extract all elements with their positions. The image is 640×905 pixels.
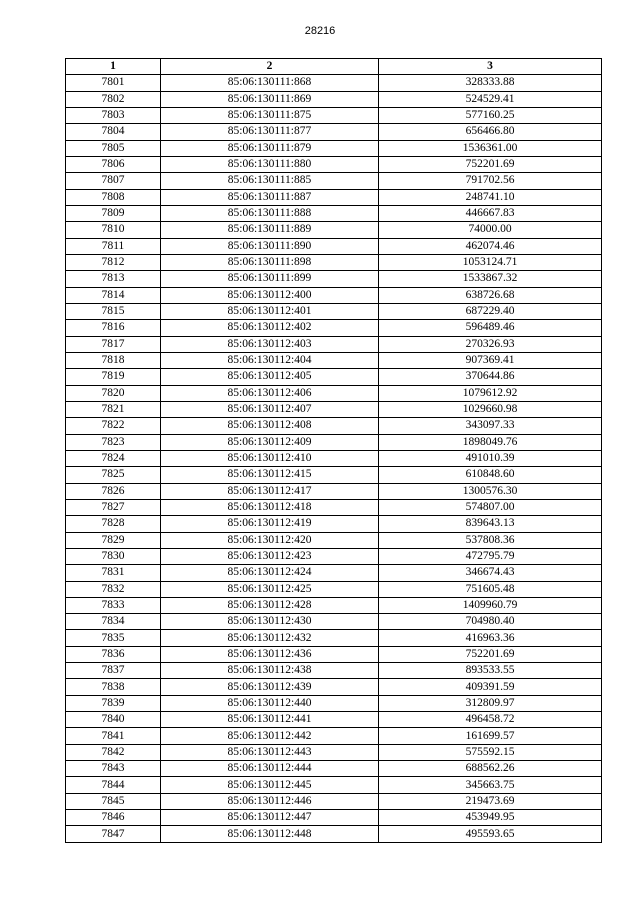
table-row: [66, 303, 602, 319]
row-number-cell: 7826: [66, 483, 161, 499]
value-cell: 537808.36: [379, 532, 602, 548]
value-cell: 1079612.92: [379, 385, 602, 401]
row-number-cell: 7806: [66, 156, 161, 172]
value-cell: 345663.75: [379, 777, 602, 793]
row-number-cell: 7828: [66, 516, 161, 532]
cadastral-number-cell: 85:06:130112:417: [161, 483, 379, 499]
table-row: [66, 565, 602, 581]
row-number-cell: 7835: [66, 630, 161, 646]
cadastral-number-cell: 85:06:130111:898: [161, 254, 379, 270]
cadastral-number-cell: 85:06:130111:875: [161, 107, 379, 123]
table-row: [66, 450, 602, 466]
table-row: [66, 728, 602, 744]
value-cell: 752201.69: [379, 646, 602, 662]
value-cell: 491010.39: [379, 450, 602, 466]
value-cell: 610848.60: [379, 467, 602, 483]
cadastral-number-cell: 85:06:130112:419: [161, 516, 379, 532]
row-number-cell: 7804: [66, 124, 161, 140]
value-cell: 893533.55: [379, 663, 602, 679]
table-row: [66, 646, 602, 662]
cadastral-number-cell: 85:06:130111:890: [161, 238, 379, 254]
row-number-cell: 7829: [66, 532, 161, 548]
cadastral-number-cell: 85:06:130112:404: [161, 352, 379, 368]
value-cell: 219473.69: [379, 793, 602, 809]
row-number-cell: 7818: [66, 352, 161, 368]
value-cell: 574807.00: [379, 499, 602, 515]
row-number-cell: 7819: [66, 369, 161, 385]
cadastral-number-cell: 85:06:130112:400: [161, 287, 379, 303]
value-cell: 1536361.00: [379, 140, 602, 156]
value-cell: 472795.79: [379, 548, 602, 564]
row-number-cell: 7827: [66, 499, 161, 515]
value-cell: 496458.72: [379, 712, 602, 728]
row-number-cell: 7840: [66, 712, 161, 728]
value-cell: 74000.00: [379, 222, 602, 238]
cadastral-number-cell: 85:06:130111:879: [161, 140, 379, 156]
row-number-cell: 7837: [66, 663, 161, 679]
table-row: [66, 483, 602, 499]
column-header-number: 1: [66, 59, 161, 75]
cadastral-number-cell: 85:06:130112:425: [161, 581, 379, 597]
row-number-cell: 7830: [66, 548, 161, 564]
cadastral-number-cell: 85:06:130111:889: [161, 222, 379, 238]
cadastral-number-cell: 85:06:130112:444: [161, 761, 379, 777]
cadastral-number-cell: 85:06:130112:445: [161, 777, 379, 793]
table-row: [66, 189, 602, 205]
table-row: [66, 352, 602, 368]
table-row: [66, 630, 602, 646]
page-number: 28216: [304, 25, 336, 37]
value-cell: 343097.33: [379, 418, 602, 434]
row-number-cell: 7823: [66, 434, 161, 450]
value-cell: 524529.41: [379, 91, 602, 107]
cadastral-number-cell: 85:06:130111:868: [161, 75, 379, 91]
table-row: [66, 369, 602, 385]
value-cell: 688562.26: [379, 761, 602, 777]
cadastral-number-cell: 85:06:130112:415: [161, 467, 379, 483]
cadastral-number-cell: 85:06:130112:446: [161, 793, 379, 809]
row-number-cell: 7841: [66, 728, 161, 744]
value-cell: 791702.56: [379, 173, 602, 189]
value-cell: 907369.41: [379, 352, 602, 368]
table-row: [66, 320, 602, 336]
value-cell: 495593.65: [379, 826, 602, 842]
row-number-cell: 7842: [66, 744, 161, 760]
cadastral-number-cell: 85:06:130112:443: [161, 744, 379, 760]
table-row: [66, 205, 602, 221]
value-cell: 638726.68: [379, 287, 602, 303]
cadastral-number-cell: 85:06:130112:401: [161, 303, 379, 319]
cadastral-number-cell: 85:06:130111:869: [161, 91, 379, 107]
row-number-cell: 7805: [66, 140, 161, 156]
row-number-cell: 7844: [66, 777, 161, 793]
value-cell: 752201.69: [379, 156, 602, 172]
row-number-cell: 7802: [66, 91, 161, 107]
row-number-cell: 7822: [66, 418, 161, 434]
table-row: [66, 91, 602, 107]
table-row: [66, 434, 602, 450]
table-row: [66, 336, 602, 352]
cadastral-number-cell: 85:06:130112:402: [161, 320, 379, 336]
row-number-cell: 7811: [66, 238, 161, 254]
value-cell: 687229.40: [379, 303, 602, 319]
cadastral-number-cell: 85:06:130112:403: [161, 336, 379, 352]
table-row: [66, 761, 602, 777]
column-header-cadastral-number: 2: [161, 59, 379, 75]
table-row: [66, 826, 602, 842]
value-cell: 462074.46: [379, 238, 602, 254]
row-number-cell: 7836: [66, 646, 161, 662]
value-cell: 346674.43: [379, 565, 602, 581]
row-number-cell: 7813: [66, 271, 161, 287]
row-number-cell: 7807: [66, 173, 161, 189]
cadastral-number-cell: 85:06:130111:888: [161, 205, 379, 221]
row-number-cell: 7816: [66, 320, 161, 336]
value-cell: 575592.15: [379, 744, 602, 760]
cadastral-number-cell: 85:06:130112:406: [161, 385, 379, 401]
value-cell: 1300576.30: [379, 483, 602, 499]
table-row: [66, 712, 602, 728]
value-cell: 161699.57: [379, 728, 602, 744]
cadastral-number-cell: 85:06:130112:448: [161, 826, 379, 842]
cadastral-number-cell: 85:06:130111:877: [161, 124, 379, 140]
value-cell: 596489.46: [379, 320, 602, 336]
cadastral-number-cell: 85:06:130112:407: [161, 401, 379, 417]
cadastral-number-cell: 85:06:130112:447: [161, 810, 379, 826]
cadastral-number-cell: 85:06:130112:442: [161, 728, 379, 744]
row-number-cell: 7824: [66, 450, 161, 466]
table-row: [66, 467, 602, 483]
table-body: [66, 75, 602, 842]
table-row: [66, 679, 602, 695]
table-row: [66, 777, 602, 793]
table-row: [66, 810, 602, 826]
cadastral-number-cell: 85:06:130112:428: [161, 597, 379, 613]
table-row: [66, 418, 602, 434]
table-row: [66, 222, 602, 238]
value-cell: 839643.13: [379, 516, 602, 532]
column-header-value: 3: [379, 59, 602, 75]
cadastral-number-cell: 85:06:130111:885: [161, 173, 379, 189]
table-row: [66, 271, 602, 287]
table-row: [66, 532, 602, 548]
table-row: [66, 663, 602, 679]
cadastral-number-cell: 85:06:130112:436: [161, 646, 379, 662]
cadastral-number-cell: 85:06:130112:432: [161, 630, 379, 646]
table-row: [66, 156, 602, 172]
table-row: [66, 287, 602, 303]
value-cell: 312809.97: [379, 695, 602, 711]
row-number-cell: 7843: [66, 761, 161, 777]
value-cell: 1029660.98: [379, 401, 602, 417]
value-cell: 370644.86: [379, 369, 602, 385]
row-number-cell: 7825: [66, 467, 161, 483]
row-number-cell: 7801: [66, 75, 161, 91]
value-cell: 704980.40: [379, 614, 602, 630]
cadastral-number-cell: 85:06:130112:430: [161, 614, 379, 630]
row-number-cell: 7839: [66, 695, 161, 711]
row-number-cell: 7803: [66, 107, 161, 123]
table-row: [66, 254, 602, 270]
row-number-cell: 7831: [66, 565, 161, 581]
table-row: [66, 597, 602, 613]
cadastral-number-cell: 85:06:130112:423: [161, 548, 379, 564]
table-row: [66, 548, 602, 564]
value-cell: 1409960.79: [379, 597, 602, 613]
table-row: [66, 499, 602, 515]
value-cell: 577160.25: [379, 107, 602, 123]
row-number-cell: 7846: [66, 810, 161, 826]
table-row: [66, 238, 602, 254]
row-number-cell: 7810: [66, 222, 161, 238]
table-row: [66, 173, 602, 189]
cadastral-number-cell: 85:06:130112:420: [161, 532, 379, 548]
cadastral-number-cell: 85:06:130112:441: [161, 712, 379, 728]
row-number-cell: 7814: [66, 287, 161, 303]
cadastral-number-cell: 85:06:130112:405: [161, 369, 379, 385]
cadastral-number-cell: 85:06:130112:440: [161, 695, 379, 711]
row-number-cell: 7833: [66, 597, 161, 613]
value-cell: 328333.88: [379, 75, 602, 91]
row-number-cell: 7838: [66, 679, 161, 695]
value-cell: 453949.95: [379, 810, 602, 826]
value-cell: 656466.80: [379, 124, 602, 140]
table-row: [66, 75, 602, 91]
cadastral-number-cell: 85:06:130112:418: [161, 499, 379, 515]
cadastral-number-cell: 85:06:130112:439: [161, 679, 379, 695]
cadastral-number-cell: 85:06:130111:880: [161, 156, 379, 172]
value-cell: 1898049.76: [379, 434, 602, 450]
table-row: [66, 695, 602, 711]
row-number-cell: 7817: [66, 336, 161, 352]
row-number-cell: 7808: [66, 189, 161, 205]
cadastral-number-cell: 85:06:130111:887: [161, 189, 379, 205]
table-row: [66, 744, 602, 760]
row-number-cell: 7812: [66, 254, 161, 270]
row-number-cell: 7847: [66, 826, 161, 842]
cadastral-number-cell: 85:06:130111:899: [161, 271, 379, 287]
cadastral-number-cell: 85:06:130112:409: [161, 434, 379, 450]
value-cell: 1053124.71: [379, 254, 602, 270]
table-row: [66, 140, 602, 156]
row-number-cell: 7820: [66, 385, 161, 401]
value-cell: 1533867.32: [379, 271, 602, 287]
row-number-cell: 7834: [66, 614, 161, 630]
row-number-cell: 7845: [66, 793, 161, 809]
cadastral-number-cell: 85:06:130112:408: [161, 418, 379, 434]
table-row: [66, 401, 602, 417]
table-row: [66, 793, 602, 809]
table-row: [66, 385, 602, 401]
cadastral-number-cell: 85:06:130112:424: [161, 565, 379, 581]
cadastral-number-cell: 85:06:130112:410: [161, 450, 379, 466]
value-cell: 751605.48: [379, 581, 602, 597]
table-row: [66, 614, 602, 630]
row-number-cell: 7815: [66, 303, 161, 319]
row-number-cell: 7809: [66, 205, 161, 221]
cadastral-number-cell: 85:06:130112:438: [161, 663, 379, 679]
row-number-cell: 7832: [66, 581, 161, 597]
table-header-row: [66, 59, 602, 75]
value-cell: 270326.93: [379, 336, 602, 352]
table-row: [66, 107, 602, 123]
table-row: [66, 516, 602, 532]
cadastral-value-table: [65, 58, 602, 843]
row-number-cell: 7821: [66, 401, 161, 417]
value-cell: 446667.83: [379, 205, 602, 221]
value-cell: 248741.10: [379, 189, 602, 205]
table-row: [66, 581, 602, 597]
table-row: [66, 124, 602, 140]
value-cell: 416963.36: [379, 630, 602, 646]
value-cell: 409391.59: [379, 679, 602, 695]
